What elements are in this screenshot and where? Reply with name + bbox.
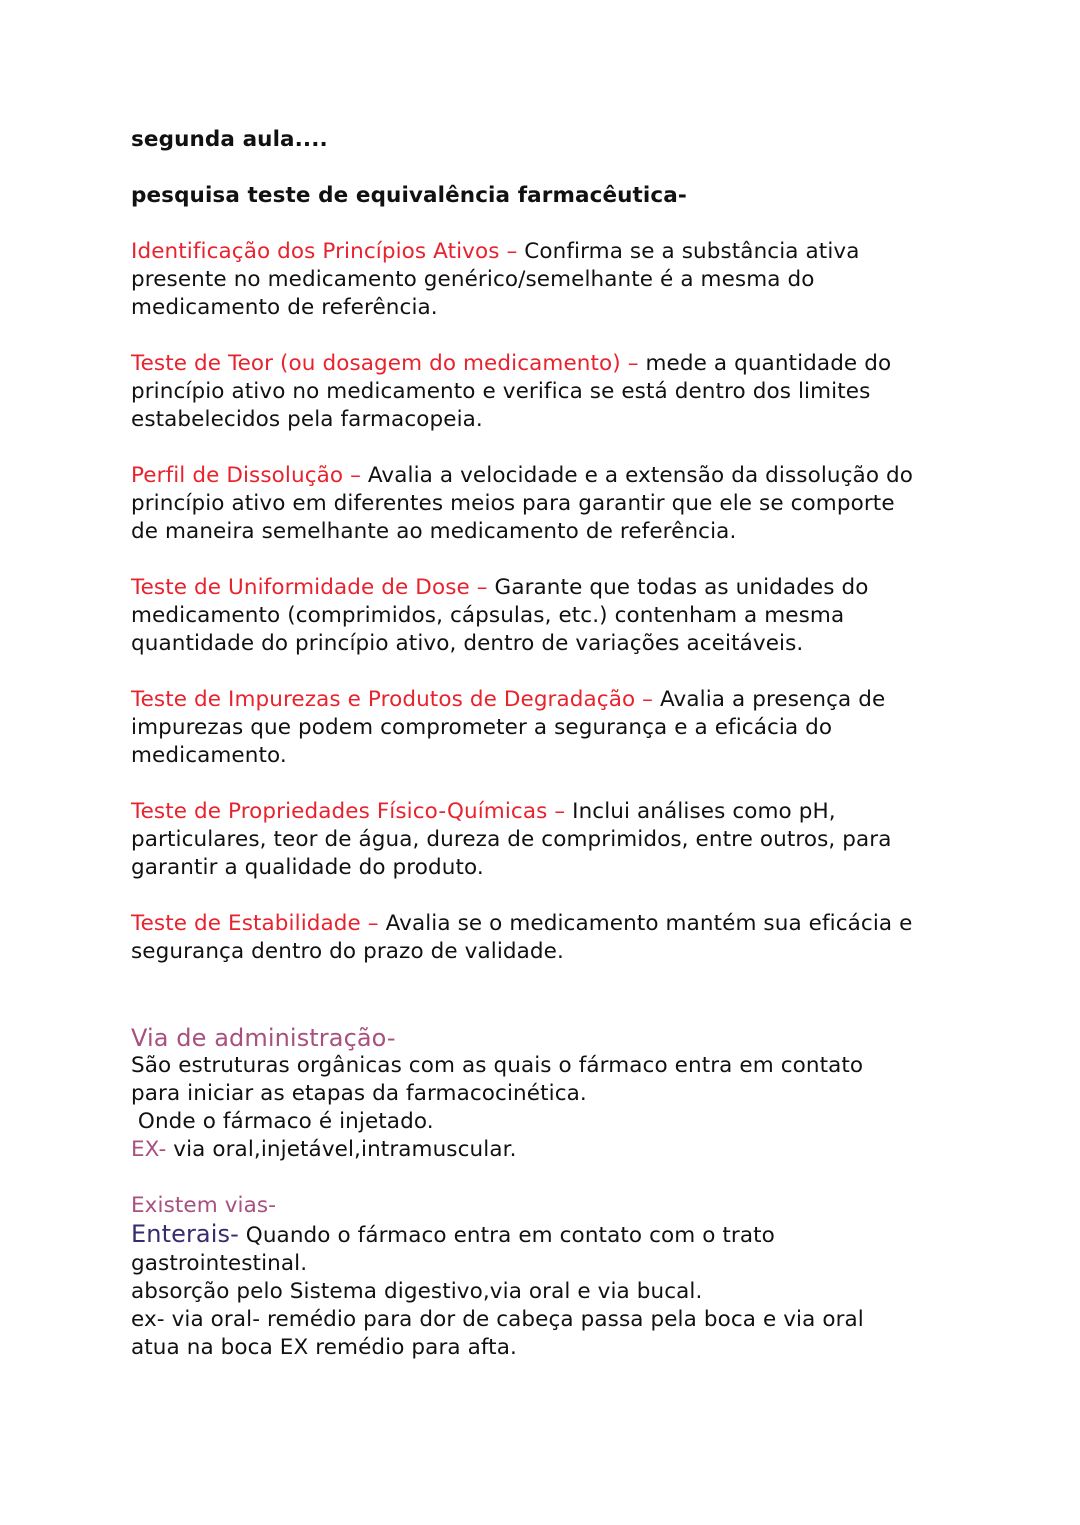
test-description: Avalia a presença de (653, 687, 886, 712)
spacer (131, 210, 961, 238)
research-heading: pesquisa teste de equivalência farmacêutica- (131, 183, 687, 208)
test-term: Teste de Propriedades Físico-Químicas – (131, 799, 566, 824)
test-description: Confirma se a substância ativa (517, 239, 860, 264)
spacer (131, 154, 961, 182)
test-paragraph-identificacao (131, 238, 961, 322)
routes-text: gastrointestinal. (131, 1251, 308, 1276)
spacer (131, 994, 961, 1024)
test-paragraph-dissolucao (131, 462, 961, 546)
administration-section (131, 1024, 961, 1164)
test-term: Teste de Teor (ou dosagem do medicamento) – (131, 351, 639, 376)
test-description: impurezas que podem comprometer a segurança e a eficácia do (131, 715, 833, 740)
test-description: princípio ativo no medicamento e verifica se está dentro dos limites (131, 379, 871, 404)
test-description: Avalia se o medicamento mantém sua eficácia e (378, 911, 913, 936)
test-description: Inclui análises como pH, (565, 799, 836, 824)
enteral-label: Enterais- (131, 1220, 239, 1248)
test-term: Perfil de Dissolução – (131, 463, 361, 488)
routes-heading: Existem vias- (131, 1193, 277, 1218)
routes-text: ex- via oral- remédio para dor de cabeça passa pela boca e via oral (131, 1307, 864, 1332)
routes-text: absorção pelo Sistema digestivo,via oral e via bucal. (131, 1279, 703, 1304)
spacer (131, 1164, 961, 1192)
test-paragraph-impurezas (131, 686, 961, 770)
test-description: Garante que todas as unidades do (487, 575, 869, 600)
test-description: presente no medicamento genérico/semelhante é a mesma do (131, 267, 815, 292)
example-text: via oral,injetável,intramuscular. (166, 1137, 517, 1162)
routes-text: atua na boca EX remédio para afta. (131, 1335, 517, 1360)
example-label: EX- (131, 1137, 167, 1162)
test-description: estabelecidos pela farmacopeia. (131, 407, 483, 432)
administration-text: para iniciar as etapas da farmacocinética. (131, 1081, 587, 1106)
spacer (131, 322, 961, 350)
test-description: particulares, teor de água, dureza de comprimidos, entre outros, para (131, 827, 892, 852)
spacer (131, 434, 961, 462)
lesson-title: segunda aula.... (131, 127, 328, 152)
test-term: Identificação dos Princípios Ativos – (131, 239, 518, 264)
routes-section (131, 1192, 961, 1362)
test-description: medicamento (comprimidos, cápsulas, etc.) contenham a mesma (131, 603, 845, 628)
test-paragraph-uniformidade (131, 574, 961, 658)
spacer (131, 882, 961, 910)
spacer (131, 770, 961, 798)
test-term: Teste de Estabilidade – (131, 911, 379, 936)
test-description: medicamento de referência. (131, 295, 438, 320)
test-description: medicamento. (131, 743, 287, 768)
administration-text: São estruturas orgânicas com as quais o fármaco entra em contato (131, 1053, 864, 1078)
administration-heading: Via de administração- (131, 1024, 396, 1052)
administration-text: Onde o fármaco é injetado. (131, 1109, 434, 1134)
test-term: Teste de Impurezas e Produtos de Degradação – (131, 687, 654, 712)
test-term: Teste de Uniformidade de Dose – (131, 575, 488, 600)
document-page (131, 126, 961, 1362)
test-paragraph-estabilidade (131, 910, 961, 966)
enteral-text: Quando o fármaco entra em contato com o trato (238, 1223, 775, 1248)
test-description: princípio ativo em diferentes meios para garantir que ele se comporte (131, 491, 895, 516)
spacer (131, 546, 961, 574)
test-description: garantir a qualidade do produto. (131, 855, 484, 880)
test-description: de maneira semelhante ao medicamento de referência. (131, 519, 737, 544)
test-paragraph-teor (131, 350, 961, 434)
spacer (131, 966, 961, 994)
spacer (131, 658, 961, 686)
test-description: quantidade do princípio ativo, dentro de variações aceitáveis. (131, 631, 804, 656)
test-paragraph-fisico-quimicas (131, 798, 961, 882)
test-description: segurança dentro do prazo de validade. (131, 939, 564, 964)
test-description: mede a quantidade do (638, 351, 892, 376)
test-description: Avalia a velocidade e a extensão da dissolução do (360, 463, 914, 488)
